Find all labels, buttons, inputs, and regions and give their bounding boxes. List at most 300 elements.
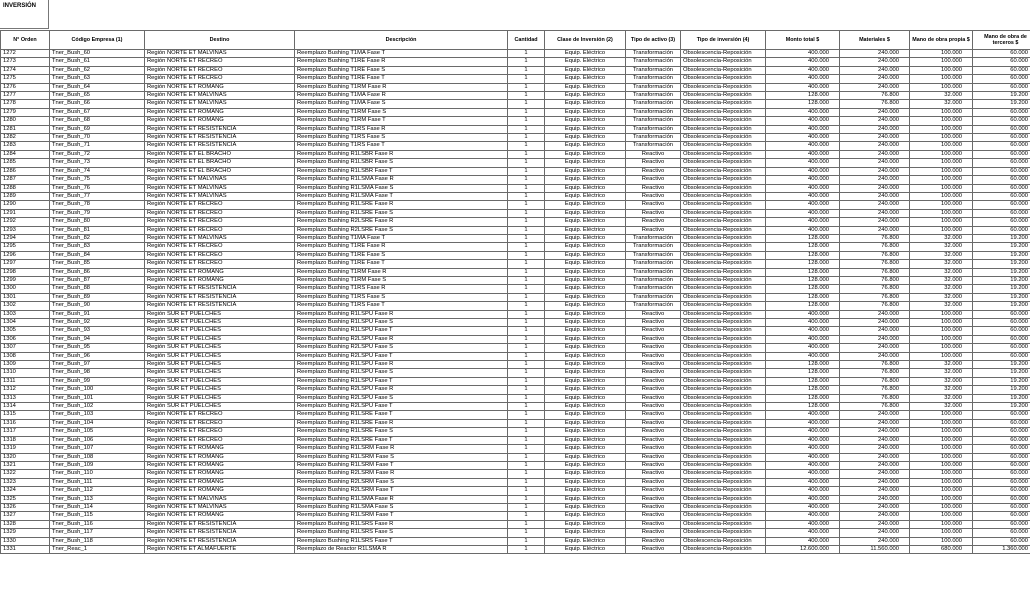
code-cell: Tner_Bush_107 bbox=[50, 445, 145, 453]
third-party-labor-cell: 60.000 bbox=[973, 201, 1030, 209]
table-row bbox=[1, 75, 1030, 83]
investment-type-cell: Obsolescencia-Reposición bbox=[681, 293, 766, 301]
destination-cell: Región NORTE ET RESISTENCIA bbox=[145, 134, 295, 142]
table-row bbox=[1, 108, 1030, 116]
materials-cell: 240.000 bbox=[840, 192, 910, 200]
description-cell: Reemplazo Bushing R1LSRS Fase R bbox=[295, 520, 508, 528]
materials-cell: 76.800 bbox=[840, 251, 910, 259]
asset-type-cell: Reactivo bbox=[626, 192, 681, 200]
code-cell: Tner_Bush_62 bbox=[50, 66, 145, 74]
asset-type-cell: Reactivo bbox=[626, 335, 681, 343]
order-cell: 1287 bbox=[1, 176, 50, 184]
total-amount-cell: 400.000 bbox=[766, 159, 840, 167]
own-labor-cell: 680.000 bbox=[910, 545, 973, 553]
table-row bbox=[1, 352, 1030, 360]
total-amount-cell: 128.000 bbox=[766, 276, 840, 284]
own-labor-cell: 100.000 bbox=[910, 495, 973, 503]
description-cell: Reemplazo Bushing R2LSPU Fase S bbox=[295, 344, 508, 352]
destination-cell: Región NORTE ET RESISTENCIA bbox=[145, 302, 295, 310]
description-cell: Reemplazo Bushing R1LSMA Fase R bbox=[295, 176, 508, 184]
third-party-labor-cell: 60.000 bbox=[973, 192, 1030, 200]
destination-cell: Región NORTE ET RECREO bbox=[145, 201, 295, 209]
order-cell: 1328 bbox=[1, 520, 50, 528]
investment-class-cell: Equip. Eléctrico bbox=[545, 184, 626, 192]
asset-type-cell: Transformación bbox=[626, 50, 681, 58]
investment-table bbox=[0, 30, 1030, 554]
quantity-cell: 1 bbox=[508, 335, 545, 343]
table-body bbox=[1, 50, 1030, 554]
total-amount-cell: 400.000 bbox=[766, 327, 840, 335]
column-header: Cantidad bbox=[508, 31, 545, 50]
description-cell: Reemplazo Bushing R2LSRM Fase S bbox=[295, 478, 508, 486]
order-cell: 1292 bbox=[1, 218, 50, 226]
own-labor-cell: 32.000 bbox=[910, 403, 973, 411]
investment-class-cell: Equip. Eléctrico bbox=[545, 335, 626, 343]
total-amount-cell: 400.000 bbox=[766, 428, 840, 436]
asset-type-cell: Reactivo bbox=[626, 403, 681, 411]
third-party-labor-cell: 60.000 bbox=[973, 218, 1030, 226]
order-cell: 1294 bbox=[1, 234, 50, 242]
title-row bbox=[0, 0, 1030, 30]
investment-class-cell: Equip. Eléctrico bbox=[545, 201, 626, 209]
order-cell: 1296 bbox=[1, 251, 50, 259]
destination-cell: Región NORTE ET RESISTENCIA bbox=[145, 529, 295, 537]
total-amount-cell: 400.000 bbox=[766, 344, 840, 352]
investment-type-cell: Obsolescencia-Reposición bbox=[681, 285, 766, 293]
third-party-labor-cell: 60.000 bbox=[973, 411, 1030, 419]
third-party-labor-cell: 60.000 bbox=[973, 176, 1030, 184]
description-cell: Reemplazo Bushing R1LSPU Fase R bbox=[295, 361, 508, 369]
column-header: Destino bbox=[145, 31, 295, 50]
destination-cell: Región NORTE ET RESISTENCIA bbox=[145, 142, 295, 150]
total-amount-cell: 128.000 bbox=[766, 302, 840, 310]
total-amount-cell: 400.000 bbox=[766, 436, 840, 444]
code-cell: Tner_Bush_97 bbox=[50, 361, 145, 369]
table-row bbox=[1, 251, 1030, 259]
investment-class-cell: Equip. Eléctrico bbox=[545, 495, 626, 503]
quantity-cell: 1 bbox=[508, 537, 545, 545]
investment-type-cell: Obsolescencia-Reposición bbox=[681, 403, 766, 411]
destination-cell: Región SUR ET PUELCHES bbox=[145, 394, 295, 402]
materials-cell: 240.000 bbox=[840, 142, 910, 150]
asset-type-cell: Transformación bbox=[626, 66, 681, 74]
quantity-cell: 1 bbox=[508, 234, 545, 242]
investment-class-cell: Equip. Eléctrico bbox=[545, 142, 626, 150]
destination-cell: Región NORTE ET RECREO bbox=[145, 260, 295, 268]
investment-class-cell: Equip. Eléctrico bbox=[545, 66, 626, 74]
total-amount-cell: 400.000 bbox=[766, 184, 840, 192]
quantity-cell: 1 bbox=[508, 58, 545, 66]
investment-class-cell: Equip. Eléctrico bbox=[545, 285, 626, 293]
materials-cell: 240.000 bbox=[840, 478, 910, 486]
code-cell: Tner_Bush_88 bbox=[50, 285, 145, 293]
investment-type-cell: Obsolescencia-Reposición bbox=[681, 142, 766, 150]
own-labor-cell: 32.000 bbox=[910, 260, 973, 268]
asset-type-cell: Transformación bbox=[626, 117, 681, 125]
asset-type-cell: Transformación bbox=[626, 75, 681, 83]
order-cell: 1320 bbox=[1, 453, 50, 461]
destination-cell: Región NORTE ET MALVINAS bbox=[145, 495, 295, 503]
third-party-labor-cell: 60.000 bbox=[973, 75, 1030, 83]
destination-cell: Región NORTE ET MALVINAS bbox=[145, 100, 295, 108]
code-cell: Tner_Bush_72 bbox=[50, 150, 145, 158]
third-party-labor-cell: 60.000 bbox=[973, 503, 1030, 511]
asset-type-cell: Reactivo bbox=[626, 428, 681, 436]
order-cell: 1277 bbox=[1, 92, 50, 100]
asset-type-cell: Transformación bbox=[626, 100, 681, 108]
code-cell: Tner_Bush_84 bbox=[50, 251, 145, 259]
code-cell: Tner_Bush_92 bbox=[50, 319, 145, 327]
investment-class-cell: Equip. Eléctrico bbox=[545, 100, 626, 108]
table-row bbox=[1, 293, 1030, 301]
investment-class-cell: Equip. Eléctrico bbox=[545, 478, 626, 486]
total-amount-cell: 128.000 bbox=[766, 293, 840, 301]
total-amount-cell: 400.000 bbox=[766, 495, 840, 503]
own-labor-cell: 100.000 bbox=[910, 411, 973, 419]
investment-type-cell: Obsolescencia-Reposición bbox=[681, 117, 766, 125]
quantity-cell: 1 bbox=[508, 503, 545, 511]
table-row bbox=[1, 243, 1030, 251]
order-cell: 1300 bbox=[1, 285, 50, 293]
investment-class-cell: Equip. Eléctrico bbox=[545, 159, 626, 167]
order-cell: 1327 bbox=[1, 512, 50, 520]
description-cell: Reemplazo Bushing T1MA Fase T bbox=[295, 234, 508, 242]
order-cell: 1310 bbox=[1, 369, 50, 377]
code-cell: Tner_Bush_105 bbox=[50, 428, 145, 436]
own-labor-cell: 100.000 bbox=[910, 470, 973, 478]
third-party-labor-cell: 19.200 bbox=[973, 369, 1030, 377]
investment-type-cell: Obsolescencia-Reposición bbox=[681, 419, 766, 427]
investment-class-cell: Equip. Eléctrico bbox=[545, 377, 626, 385]
asset-type-cell: Reactivo bbox=[626, 445, 681, 453]
code-cell: Tner_Bush_95 bbox=[50, 344, 145, 352]
destination-cell: Región NORTE ET EL BRACHO bbox=[145, 159, 295, 167]
destination-cell: Región NORTE ET RECREO bbox=[145, 218, 295, 226]
destination-cell: Región NORTE ET MALVINAS bbox=[145, 234, 295, 242]
total-amount-cell: 400.000 bbox=[766, 75, 840, 83]
total-amount-cell: 400.000 bbox=[766, 201, 840, 209]
description-cell: Reemplazo Bushing T1RE Fase R bbox=[295, 58, 508, 66]
investment-class-cell: Equip. Eléctrico bbox=[545, 319, 626, 327]
order-cell: 1307 bbox=[1, 344, 50, 352]
description-cell: Reemplazo Bushing T1RS Fase T bbox=[295, 142, 508, 150]
own-labor-cell: 32.000 bbox=[910, 234, 973, 242]
asset-type-cell: Reactivo bbox=[626, 361, 681, 369]
total-amount-cell: 400.000 bbox=[766, 445, 840, 453]
table-row bbox=[1, 419, 1030, 427]
order-cell: 1274 bbox=[1, 66, 50, 74]
total-amount-cell: 128.000 bbox=[766, 268, 840, 276]
third-party-labor-cell: 60.000 bbox=[973, 50, 1030, 58]
own-labor-cell: 32.000 bbox=[910, 369, 973, 377]
investment-class-cell: Equip. Eléctrico bbox=[545, 75, 626, 83]
third-party-labor-cell: 60.000 bbox=[973, 142, 1030, 150]
table-row bbox=[1, 327, 1030, 335]
quantity-cell: 1 bbox=[508, 83, 545, 91]
investment-class-cell: Equip. Eléctrico bbox=[545, 92, 626, 100]
table-row bbox=[1, 453, 1030, 461]
third-party-labor-cell: 19.200 bbox=[973, 285, 1030, 293]
total-amount-cell: 400.000 bbox=[766, 209, 840, 217]
code-cell: Tner_Bush_108 bbox=[50, 453, 145, 461]
code-cell: Tner_Bush_70 bbox=[50, 134, 145, 142]
investment-type-cell: Obsolescencia-Reposición bbox=[681, 394, 766, 402]
investment-type-cell: Obsolescencia-Reposición bbox=[681, 310, 766, 318]
materials-cell: 240.000 bbox=[840, 125, 910, 133]
investment-type-cell: Obsolescencia-Reposición bbox=[681, 201, 766, 209]
description-cell: Reemplazo Bushing R2LSRE Fase R bbox=[295, 218, 508, 226]
total-amount-cell: 128.000 bbox=[766, 260, 840, 268]
total-amount-cell: 400.000 bbox=[766, 176, 840, 184]
code-cell: Tner_Bush_86 bbox=[50, 268, 145, 276]
code-cell: Tner_Bush_89 bbox=[50, 293, 145, 301]
own-labor-cell: 32.000 bbox=[910, 386, 973, 394]
investment-type-cell: Obsolescencia-Reposición bbox=[681, 445, 766, 453]
destination-cell: Región NORTE ET ROMANG bbox=[145, 478, 295, 486]
order-cell: 1325 bbox=[1, 495, 50, 503]
order-cell: 1293 bbox=[1, 226, 50, 234]
third-party-labor-cell: 60.000 bbox=[973, 436, 1030, 444]
investment-class-cell: Equip. Eléctrico bbox=[545, 50, 626, 58]
description-cell: Reemplazo Bushing R2LSPU Fase T bbox=[295, 403, 508, 411]
investment-type-cell: Obsolescencia-Reposición bbox=[681, 218, 766, 226]
code-cell: Tner_Bush_110 bbox=[50, 470, 145, 478]
own-labor-cell: 100.000 bbox=[910, 192, 973, 200]
quantity-cell: 1 bbox=[508, 545, 545, 553]
destination-cell: Región NORTE ET ROMANG bbox=[145, 512, 295, 520]
own-labor-cell: 100.000 bbox=[910, 436, 973, 444]
destination-cell: Región NORTE ET ALMAFUERTE bbox=[145, 545, 295, 553]
third-party-labor-cell: 60.000 bbox=[973, 537, 1030, 545]
investment-class-cell: Equip. Eléctrico bbox=[545, 428, 626, 436]
own-labor-cell: 100.000 bbox=[910, 58, 973, 66]
third-party-labor-cell: 60.000 bbox=[973, 209, 1030, 217]
table-row bbox=[1, 361, 1030, 369]
quantity-cell: 1 bbox=[508, 445, 545, 453]
asset-type-cell: Transformación bbox=[626, 108, 681, 116]
materials-cell: 240.000 bbox=[840, 150, 910, 158]
description-cell: Reemplazo Bushing T1RM Fase R bbox=[295, 268, 508, 276]
order-cell: 1318 bbox=[1, 436, 50, 444]
quantity-cell: 1 bbox=[508, 310, 545, 318]
third-party-labor-cell: 60.000 bbox=[973, 58, 1030, 66]
code-cell: Tner_Bush_118 bbox=[50, 537, 145, 545]
materials-cell: 240.000 bbox=[840, 537, 910, 545]
investment-class-cell: Equip. Eléctrico bbox=[545, 470, 626, 478]
destination-cell: Región NORTE ET RECREO bbox=[145, 411, 295, 419]
quantity-cell: 1 bbox=[508, 411, 545, 419]
asset-type-cell: Transformación bbox=[626, 293, 681, 301]
investment-class-cell: Equip. Eléctrico bbox=[545, 58, 626, 66]
own-labor-cell: 100.000 bbox=[910, 108, 973, 116]
description-cell: Reemplazo Bushing T1RE Fase T bbox=[295, 75, 508, 83]
investment-class-cell: Equip. Eléctrico bbox=[545, 394, 626, 402]
total-amount-cell: 400.000 bbox=[766, 335, 840, 343]
investment-type-cell: Obsolescencia-Reposición bbox=[681, 361, 766, 369]
description-cell: Reemplazo Bushing R1LSPU Fase S bbox=[295, 369, 508, 377]
investment-type-cell: Obsolescencia-Reposición bbox=[681, 192, 766, 200]
description-cell: Reemplazo Bushing T1RM Fase S bbox=[295, 108, 508, 116]
own-labor-cell: 32.000 bbox=[910, 293, 973, 301]
investment-type-cell: Obsolescencia-Reposición bbox=[681, 209, 766, 217]
destination-cell: Región SUR ET PUELCHES bbox=[145, 310, 295, 318]
asset-type-cell: Transformación bbox=[626, 268, 681, 276]
table-row bbox=[1, 50, 1030, 58]
code-cell: Tner_Bush_116 bbox=[50, 520, 145, 528]
materials-cell: 240.000 bbox=[840, 487, 910, 495]
quantity-cell: 1 bbox=[508, 293, 545, 301]
column-header: Tipo de activo (3) bbox=[626, 31, 681, 50]
description-cell: Reemplazo Bushing R2LSRE Fase T bbox=[295, 436, 508, 444]
investment-class-cell: Equip. Eléctrico bbox=[545, 386, 626, 394]
quantity-cell: 1 bbox=[508, 251, 545, 259]
description-cell: Reemplazo Bushing R1LSRM Fase T bbox=[295, 461, 508, 469]
asset-type-cell: Reactivo bbox=[626, 201, 681, 209]
total-amount-cell: 400.000 bbox=[766, 50, 840, 58]
investment-type-cell: Obsolescencia-Reposición bbox=[681, 83, 766, 91]
code-cell: Tner_Bush_98 bbox=[50, 369, 145, 377]
own-labor-cell: 32.000 bbox=[910, 361, 973, 369]
quantity-cell: 1 bbox=[508, 302, 545, 310]
third-party-labor-cell: 60.000 bbox=[973, 487, 1030, 495]
description-cell: Reemplazo Bushing R2LSPU Fase R bbox=[295, 335, 508, 343]
code-cell: Tner_Bush_91 bbox=[50, 310, 145, 318]
asset-type-cell: Reactivo bbox=[626, 503, 681, 511]
destination-cell: Región NORTE ET RECREO bbox=[145, 243, 295, 251]
materials-cell: 76.800 bbox=[840, 285, 910, 293]
investment-type-cell: Obsolescencia-Reposición bbox=[681, 461, 766, 469]
table-row bbox=[1, 503, 1030, 511]
investment-type-cell: Obsolescencia-Reposición bbox=[681, 386, 766, 394]
destination-cell: Región NORTE ET ROMANG bbox=[145, 83, 295, 91]
total-amount-cell: 400.000 bbox=[766, 529, 840, 537]
order-cell: 1311 bbox=[1, 377, 50, 385]
total-amount-cell: 400.000 bbox=[766, 319, 840, 327]
order-cell: 1301 bbox=[1, 293, 50, 301]
quantity-cell: 1 bbox=[508, 327, 545, 335]
destination-cell: Región NORTE ET MALVINAS bbox=[145, 50, 295, 58]
investment-class-cell: Equip. Eléctrico bbox=[545, 529, 626, 537]
third-party-labor-cell: 19.200 bbox=[973, 92, 1030, 100]
table-row bbox=[1, 260, 1030, 268]
third-party-labor-cell: 60.000 bbox=[973, 461, 1030, 469]
own-labor-cell: 100.000 bbox=[910, 512, 973, 520]
investment-type-cell: Obsolescencia-Reposición bbox=[681, 478, 766, 486]
investment-class-cell: Equip. Eléctrico bbox=[545, 167, 626, 175]
order-cell: 1276 bbox=[1, 83, 50, 91]
quantity-cell: 1 bbox=[508, 167, 545, 175]
table-row bbox=[1, 445, 1030, 453]
description-cell: Reemplazo Bushing T1RS Fase T bbox=[295, 302, 508, 310]
code-cell: Tner_Bush_114 bbox=[50, 503, 145, 511]
order-cell: 1308 bbox=[1, 352, 50, 360]
asset-type-cell: Reactivo bbox=[626, 226, 681, 234]
description-cell: Reemplazo Bushing R2LSRE Fase S bbox=[295, 226, 508, 234]
investment-class-cell: Equip. Eléctrico bbox=[545, 125, 626, 133]
order-cell: 1331 bbox=[1, 545, 50, 553]
quantity-cell: 1 bbox=[508, 218, 545, 226]
investment-class-cell: Equip. Eléctrico bbox=[545, 461, 626, 469]
order-cell: 1298 bbox=[1, 268, 50, 276]
materials-cell: 240.000 bbox=[840, 445, 910, 453]
destination-cell: Región NORTE ET ROMANG bbox=[145, 453, 295, 461]
third-party-labor-cell: 60.000 bbox=[973, 419, 1030, 427]
order-cell: 1295 bbox=[1, 243, 50, 251]
table-row bbox=[1, 66, 1030, 74]
asset-type-cell: Reactivo bbox=[626, 545, 681, 553]
code-cell: Tner_Bush_82 bbox=[50, 234, 145, 242]
quantity-cell: 1 bbox=[508, 117, 545, 125]
destination-cell: Región NORTE ET EL BRACHO bbox=[145, 167, 295, 175]
description-cell: Reemplazo Bushing R1LSRE Fase T bbox=[295, 411, 508, 419]
investment-type-cell: Obsolescencia-Reposición bbox=[681, 545, 766, 553]
destination-cell: Región SUR ET PUELCHES bbox=[145, 369, 295, 377]
table-row bbox=[1, 201, 1030, 209]
order-cell: 1273 bbox=[1, 58, 50, 66]
order-cell: 1326 bbox=[1, 503, 50, 511]
description-cell: Reemplazo Bushing R1LSRM Fase T bbox=[295, 512, 508, 520]
investment-class-cell: Equip. Eléctrico bbox=[545, 403, 626, 411]
table-row bbox=[1, 234, 1030, 242]
code-cell: Tner_Bush_74 bbox=[50, 167, 145, 175]
investment-class-cell: Equip. Eléctrico bbox=[545, 537, 626, 545]
own-labor-cell: 100.000 bbox=[910, 167, 973, 175]
own-labor-cell: 32.000 bbox=[910, 302, 973, 310]
table-row bbox=[1, 226, 1030, 234]
investment-type-cell: Obsolescencia-Reposición bbox=[681, 487, 766, 495]
own-labor-cell: 32.000 bbox=[910, 243, 973, 251]
quantity-cell: 1 bbox=[508, 276, 545, 284]
materials-cell: 240.000 bbox=[840, 495, 910, 503]
table-row bbox=[1, 159, 1030, 167]
order-cell: 1305 bbox=[1, 327, 50, 335]
table-row bbox=[1, 377, 1030, 385]
investment-type-cell: Obsolescencia-Reposición bbox=[681, 92, 766, 100]
table-row bbox=[1, 344, 1030, 352]
materials-cell: 240.000 bbox=[840, 461, 910, 469]
investment-type-cell: Obsolescencia-Reposición bbox=[681, 327, 766, 335]
description-cell: Reemplazo Bushing R1LSRE Fase S bbox=[295, 209, 508, 217]
materials-cell: 76.800 bbox=[840, 260, 910, 268]
asset-type-cell: Transformación bbox=[626, 285, 681, 293]
table-row bbox=[1, 520, 1030, 528]
materials-cell: 76.800 bbox=[840, 293, 910, 301]
code-cell: Tner_Bush_103 bbox=[50, 411, 145, 419]
own-labor-cell: 100.000 bbox=[910, 478, 973, 486]
materials-cell: 240.000 bbox=[840, 512, 910, 520]
destination-cell: Región NORTE ET RECREO bbox=[145, 66, 295, 74]
asset-type-cell: Reactivo bbox=[626, 319, 681, 327]
investment-type-cell: Obsolescencia-Reposición bbox=[681, 335, 766, 343]
order-cell: 1290 bbox=[1, 201, 50, 209]
materials-cell: 240.000 bbox=[840, 117, 910, 125]
investment-type-cell: Obsolescencia-Reposición bbox=[681, 75, 766, 83]
quantity-cell: 1 bbox=[508, 470, 545, 478]
investment-class-cell: Equip. Eléctrico bbox=[545, 192, 626, 200]
own-labor-cell: 100.000 bbox=[910, 134, 973, 142]
order-cell: 1280 bbox=[1, 117, 50, 125]
destination-cell: Región SUR ET PUELCHES bbox=[145, 403, 295, 411]
total-amount-cell: 400.000 bbox=[766, 461, 840, 469]
order-cell: 1283 bbox=[1, 142, 50, 150]
investment-class-cell: Equip. Eléctrico bbox=[545, 209, 626, 217]
investment-class-cell: Equip. Eléctrico bbox=[545, 226, 626, 234]
materials-cell: 240.000 bbox=[840, 201, 910, 209]
total-amount-cell: 400.000 bbox=[766, 218, 840, 226]
third-party-labor-cell: 60.000 bbox=[973, 344, 1030, 352]
own-labor-cell: 100.000 bbox=[910, 319, 973, 327]
asset-type-cell: Reactivo bbox=[626, 344, 681, 352]
